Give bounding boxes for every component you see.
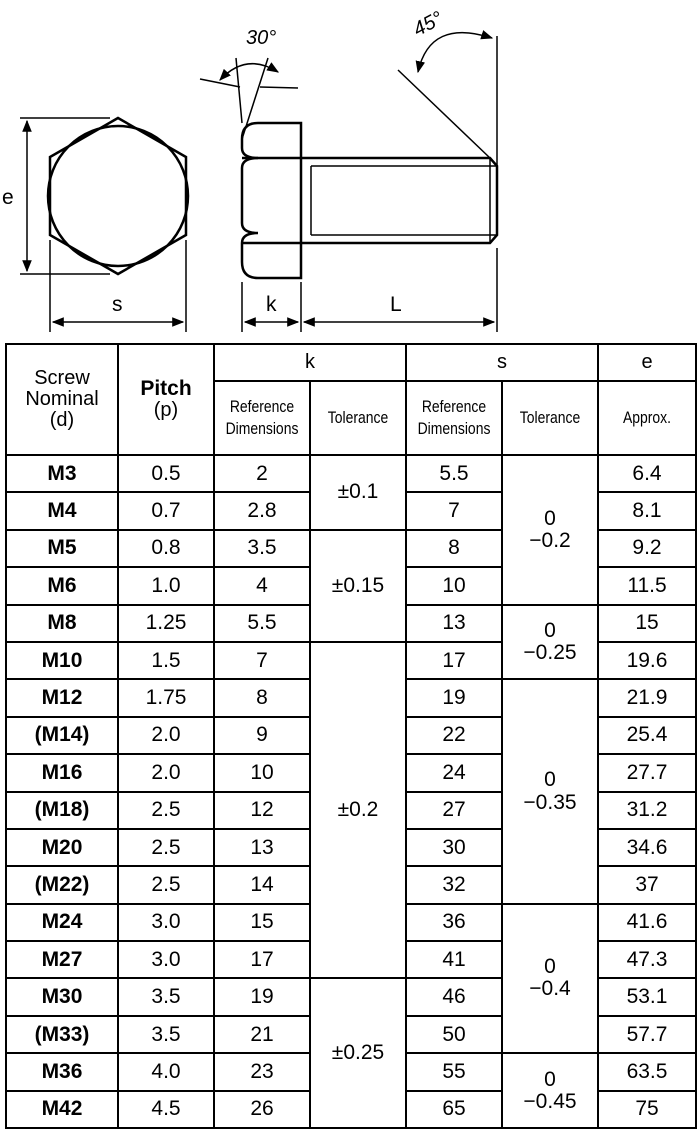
cell-pitch: 4.5 — [118, 1091, 214, 1128]
cell-nominal: M42 — [6, 1091, 118, 1128]
cell-k-reference: 17 — [214, 941, 310, 978]
angle-30-label: 30° — [246, 27, 277, 49]
cell-pitch: 2.0 — [118, 717, 214, 754]
cell-nominal: M3 — [6, 455, 118, 492]
cell-e-approx: 63.5 — [598, 1053, 696, 1090]
cell-k-reference: 2.8 — [214, 492, 310, 529]
cell-nominal: M16 — [6, 754, 118, 791]
cell-k-tolerance: ±0.2 — [310, 642, 406, 979]
header-k-reference: Reference Dimensions — [223, 381, 302, 455]
header-e-approx: Approx. — [607, 381, 687, 455]
cell-pitch: 2.5 — [118, 866, 214, 903]
cell-nominal: M27 — [6, 941, 118, 978]
s-tolerance-upper: 0 — [544, 1067, 556, 1091]
cell-k-reference: 4 — [214, 567, 310, 604]
cell-s-reference: 7 — [406, 492, 502, 529]
header-s-reference: Reference Dimensions — [415, 381, 494, 455]
cell-e-approx: 19.6 — [598, 642, 696, 679]
header-pitch: Pitch (p) — [118, 344, 214, 455]
s-tolerance-lower: −0.4 — [529, 977, 571, 1001]
cell-e-approx: 25.4 — [598, 717, 696, 754]
hex-end-view — [48, 118, 188, 274]
bolt-dimension-table — [5, 343, 697, 1129]
cell-nominal: M30 — [6, 978, 118, 1015]
s-tolerance-lower: −0.25 — [523, 640, 577, 664]
cell-s-tolerance — [502, 455, 598, 605]
cell-nominal: M20 — [6, 829, 118, 866]
cell-pitch: 0.5 — [118, 455, 214, 492]
s-tolerance-upper: 0 — [544, 768, 556, 792]
cell-e-approx: 75 — [598, 1091, 696, 1128]
table-row — [6, 455, 696, 492]
cell-e-approx: 6.4 — [598, 455, 696, 492]
cell-nominal: M4 — [6, 492, 118, 529]
cell-k-tolerance: ±0.1 — [310, 455, 406, 530]
hex-bolt-drawing — [0, 0, 700, 342]
cell-e-approx: 27.7 — [598, 754, 696, 791]
cell-pitch: 3.0 — [118, 941, 214, 978]
cell-pitch: 1.0 — [118, 567, 214, 604]
cell-nominal: M5 — [6, 530, 118, 567]
cell-s-reference: 55 — [406, 1053, 502, 1090]
cell-s-reference: 50 — [406, 1016, 502, 1053]
cell-pitch: 2.5 — [118, 829, 214, 866]
cell-s-tolerance — [502, 679, 598, 903]
cell-k-reference: 19 — [214, 978, 310, 1015]
cell-pitch: 3.5 — [118, 1016, 214, 1053]
cell-k-reference: 7 — [214, 642, 310, 679]
cell-e-approx: 11.5 — [598, 567, 696, 604]
cell-s-reference: 27 — [406, 792, 502, 829]
cell-k-reference: 8 — [214, 679, 310, 716]
cell-nominal: M6 — [6, 567, 118, 604]
cell-s-tolerance — [502, 1053, 598, 1128]
cell-pitch: 2.5 — [118, 792, 214, 829]
cell-k-reference: 3.5 — [214, 530, 310, 567]
cell-s-tolerance — [502, 904, 598, 1054]
cell-s-reference: 13 — [406, 605, 502, 642]
cell-nominal: M8 — [6, 605, 118, 642]
s-tolerance-upper: 0 — [544, 955, 556, 979]
cell-nominal: (M18) — [6, 792, 118, 829]
cell-k-reference: 26 — [214, 1091, 310, 1128]
cell-s-reference: 36 — [406, 904, 502, 941]
cell-k-reference: 10 — [214, 754, 310, 791]
cell-pitch: 3.0 — [118, 904, 214, 941]
cell-nominal: M36 — [6, 1053, 118, 1090]
cell-nominal: (M22) — [6, 866, 118, 903]
cell-k-reference: 5.5 — [214, 605, 310, 642]
cell-s-reference: 41 — [406, 941, 502, 978]
cell-k-reference: 21 — [214, 1016, 310, 1053]
cell-nominal: (M33) — [6, 1016, 118, 1053]
cell-s-reference: 24 — [406, 754, 502, 791]
cell-pitch: 3.5 — [118, 978, 214, 1015]
s-tolerance-lower: −0.2 — [529, 528, 571, 552]
header-k: k — [214, 344, 406, 381]
cell-e-approx: 21.9 — [598, 679, 696, 716]
cell-e-approx: 47.3 — [598, 941, 696, 978]
cell-k-reference: 2 — [214, 455, 310, 492]
cell-e-approx: 37 — [598, 866, 696, 903]
cell-s-reference: 65 — [406, 1091, 502, 1128]
cell-e-approx: 34.6 — [598, 829, 696, 866]
cell-nominal: M12 — [6, 679, 118, 716]
header-s-tolerance: Tolerance — [511, 381, 590, 455]
cell-e-approx: 53.1 — [598, 978, 696, 1015]
header-s: s — [406, 344, 598, 381]
cell-s-reference: 8 — [406, 530, 502, 567]
cell-nominal: M24 — [6, 904, 118, 941]
cell-k-reference: 13 — [214, 829, 310, 866]
cell-s-reference: 19 — [406, 679, 502, 716]
cell-e-approx: 9.2 — [598, 530, 696, 567]
cell-pitch: 1.25 — [118, 605, 214, 642]
cell-k-reference: 9 — [214, 717, 310, 754]
header-k-tolerance: Tolerance — [319, 381, 398, 455]
dim-s-label: s — [112, 293, 123, 316]
cell-k-reference: 23 — [214, 1053, 310, 1090]
cell-s-reference: 10 — [406, 567, 502, 604]
angle-45-label: 45° — [409, 7, 447, 41]
cell-s-tolerance — [502, 605, 598, 680]
cell-s-reference: 46 — [406, 978, 502, 1015]
cell-s-reference: 32 — [406, 866, 502, 903]
dim-e-label: e — [2, 186, 14, 209]
bolt-side-dimensions — [200, 33, 497, 332]
s-tolerance-upper: 0 — [544, 618, 556, 642]
cell-s-reference: 22 — [406, 717, 502, 754]
cell-s-reference: 30 — [406, 829, 502, 866]
cell-e-approx: 41.6 — [598, 904, 696, 941]
s-tolerance-lower: −0.45 — [523, 1089, 577, 1113]
cell-k-reference: 14 — [214, 866, 310, 903]
cell-pitch: 4.0 — [118, 1053, 214, 1090]
cell-k-tolerance: ±0.15 — [310, 530, 406, 642]
header-e: e — [598, 344, 696, 381]
cell-k-reference: 15 — [214, 904, 310, 941]
header-screw-nominal: Screw Nominal (d) — [6, 344, 118, 455]
cell-k-tolerance: ±0.25 — [310, 978, 406, 1128]
cell-s-reference: 17 — [406, 642, 502, 679]
cell-nominal: M10 — [6, 642, 118, 679]
cell-pitch: 0.8 — [118, 530, 214, 567]
cell-pitch: 0.7 — [118, 492, 214, 529]
cell-e-approx: 15 — [598, 605, 696, 642]
cell-nominal: (M14) — [6, 717, 118, 754]
cell-pitch: 2.0 — [118, 754, 214, 791]
s-tolerance-upper: 0 — [544, 506, 556, 530]
cell-e-approx: 31.2 — [598, 792, 696, 829]
cell-s-reference: 5.5 — [406, 455, 502, 492]
s-tolerance-lower: −0.35 — [523, 790, 577, 814]
cell-e-approx: 8.1 — [598, 492, 696, 529]
dim-k-label: k — [266, 293, 277, 316]
bolt-side-view — [242, 123, 497, 278]
hex-end-view-dimensions — [20, 118, 186, 332]
cell-e-approx: 57.7 — [598, 1016, 696, 1053]
cell-pitch: 1.5 — [118, 642, 214, 679]
cell-pitch: 1.75 — [118, 679, 214, 716]
cell-k-reference: 12 — [214, 792, 310, 829]
dim-L-label: L — [390, 293, 402, 316]
